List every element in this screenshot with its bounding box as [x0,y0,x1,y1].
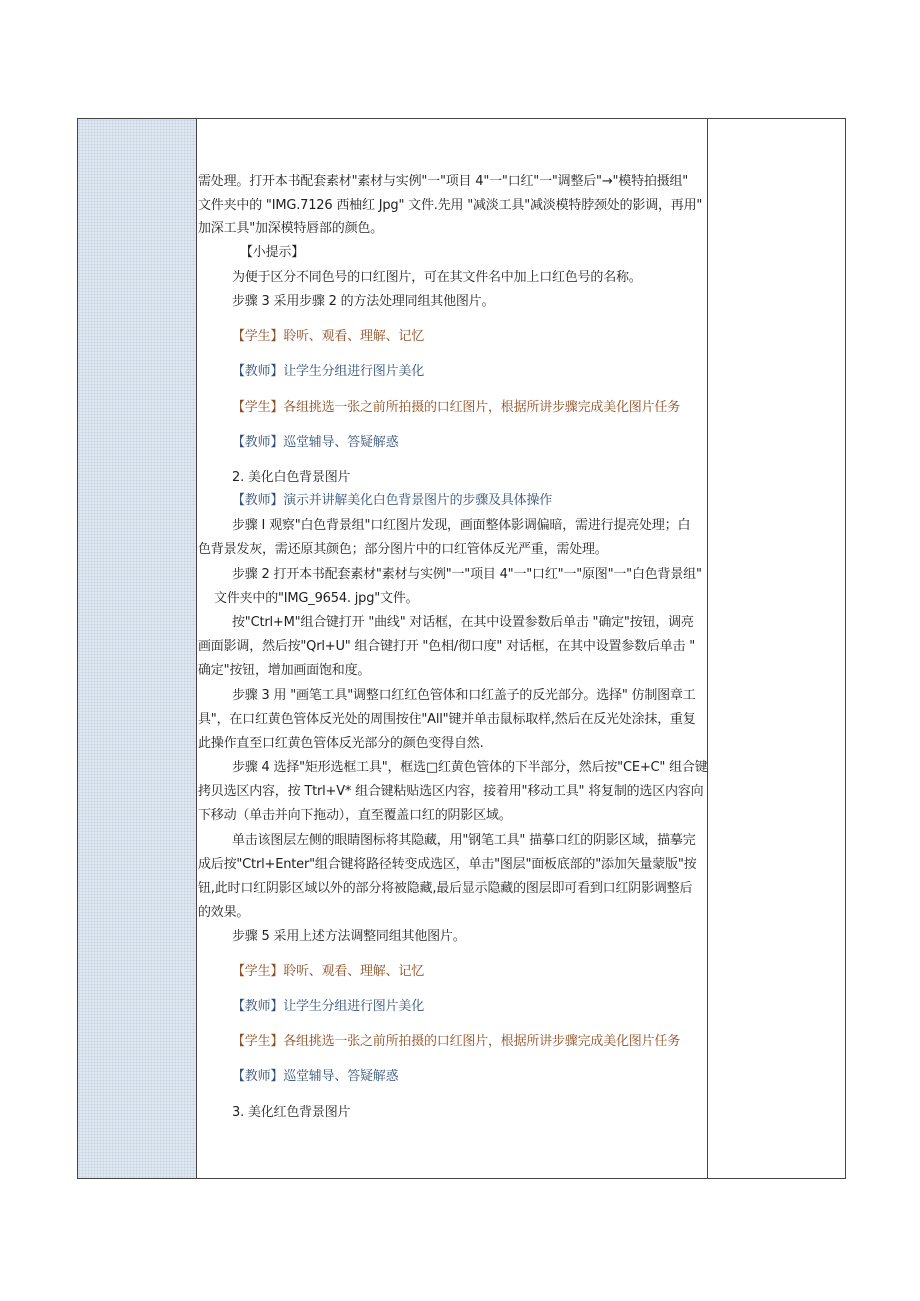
right-column-cell [707,119,845,1178]
text-line: 下移动（单击并向下拖动），直至覆盖口红的阴影区域。 [198,808,512,823]
text-line: 确定"按钮，增加画面饱和度。 [198,663,371,678]
text-line: 色背景发灰，需还原其颜色；部分图片中的口红管体反光严重，需处理。 [198,542,608,557]
text-line: 单击该图层左侧的眼睛图标将其隐藏，用"钢笔工具" 描摹口红的阴影区域，描摹完 [232,833,696,848]
section-heading: 2. 美化白色背景图片 [232,470,351,485]
teacher-activity: 【教师】演示并讲解美化白色背景图片的步骤及具体操作 [232,493,553,508]
student-activity: 【学生】聆听、观看、理解、记忆 [232,964,425,979]
teacher-activity: 【教师】让学生分组进行图片美化 [232,364,425,379]
student-activity: 【学生】各组挑选一张之前所拍摄的口红图片，根据所讲步骤完成美化图片任务 [232,400,681,415]
text-line: 文件夹中的"IMG_9654. jpg"文件。 [214,591,419,606]
content-cell [198,119,708,1178]
student-activity: 【学生】聆听、观看、理解、记忆 [232,329,425,344]
text-line: 拷贝选区内容，按 Ttrl+V* 组合键粘贴选区内容，接着用"移动工具" 将复制的选区内容向 [198,784,704,799]
text-line: 的效果。 [198,905,250,920]
teacher-activity: 【教师】让学生分组进行图片美化 [232,999,425,1014]
text-line: 为便于区分不同色号的口红图片，可在其文件名中加上口红色号的名称。 [232,270,642,285]
text-line: 步骤 I 观察"白色背景组"口红图片发现，画面整体影调偏暗，需进行提亮处理；白 [232,518,691,533]
text-line: 成后按"Ctrl+Enter"组合键将路径转变成选区，单击"图层"面板底部的"添加矢量蒙版"按 [198,857,697,872]
text-line: 步骤 4 选择"矩形选框工具"，框选□红黄色管体的下半部分，然后按"CE+C" 组合键 [232,760,708,775]
text-line: 步骤 2 打开本书配套素材"素材与实例"一"项目 4"一"口红"一"原图"一"白色背景组" [232,567,702,582]
text-line: 需处理。打开本书配套素材"素材与实例"一"项目 4"一"口红"一"调整后"→"模特拍摄组" [198,174,689,189]
text-line: 步骤 3 采用步骤 2 的方法处理同组其他图片。 [232,294,495,309]
text-line: 步骤 3 用 "画笔工具"调整口红红色管体和口红盖子的反光部分。选择" 仿制图章工 [232,688,696,703]
text-line: 钮,此时口红阴影区域以外的部分将被隐藏,最后显示隐藏的图层即可看到口红阴影调整后 [198,881,693,896]
text-line: 按"Ctrl+M"组合键打开 "曲线" 对话框，在其中设置参数后单击 "确定"按钮，调亮 [232,615,694,630]
text-line: 画面影调，然后按"Qrl+U" 组合键打开 "色相/彻口度" 对话框，在其中设置参数后单击 " [198,639,696,654]
left-column-cell [78,119,197,1178]
section-heading: 3. 美化红色背景图片 [232,1105,351,1120]
tip-heading: 【小提示】 [240,245,305,260]
text-line: 文件夹中的 "IMG.7126 西柚红 Jpg" 文件.先用 "减淡工具"减淡模特脖颈处的影调，再用" [198,198,703,213]
teacher-activity: 【教师】巡堂辅导、答疑解惑 [232,435,399,450]
text-line: 步骤 5 采用上述方法调整同组其他图片。 [232,929,466,944]
text-line: 加深工具"加深模特唇部的颜色。 [198,221,383,236]
lesson-table [77,118,846,1179]
teacher-activity: 【教师】巡堂辅导、答疑解惑 [232,1069,399,1084]
text-line: 具"，在口红黄色管体反光处的周围按住"All"键并单击鼠标取样,然后在反光处涂抹，重复 [198,712,696,727]
text-line: 此操作直至口红黄色管体反光部分的颜色变得自然. [198,736,484,751]
student-activity: 【学生】各组挑选一张之前所拍摄的口红图片，根据所讲步骤完成美化图片任务 [232,1034,681,1049]
